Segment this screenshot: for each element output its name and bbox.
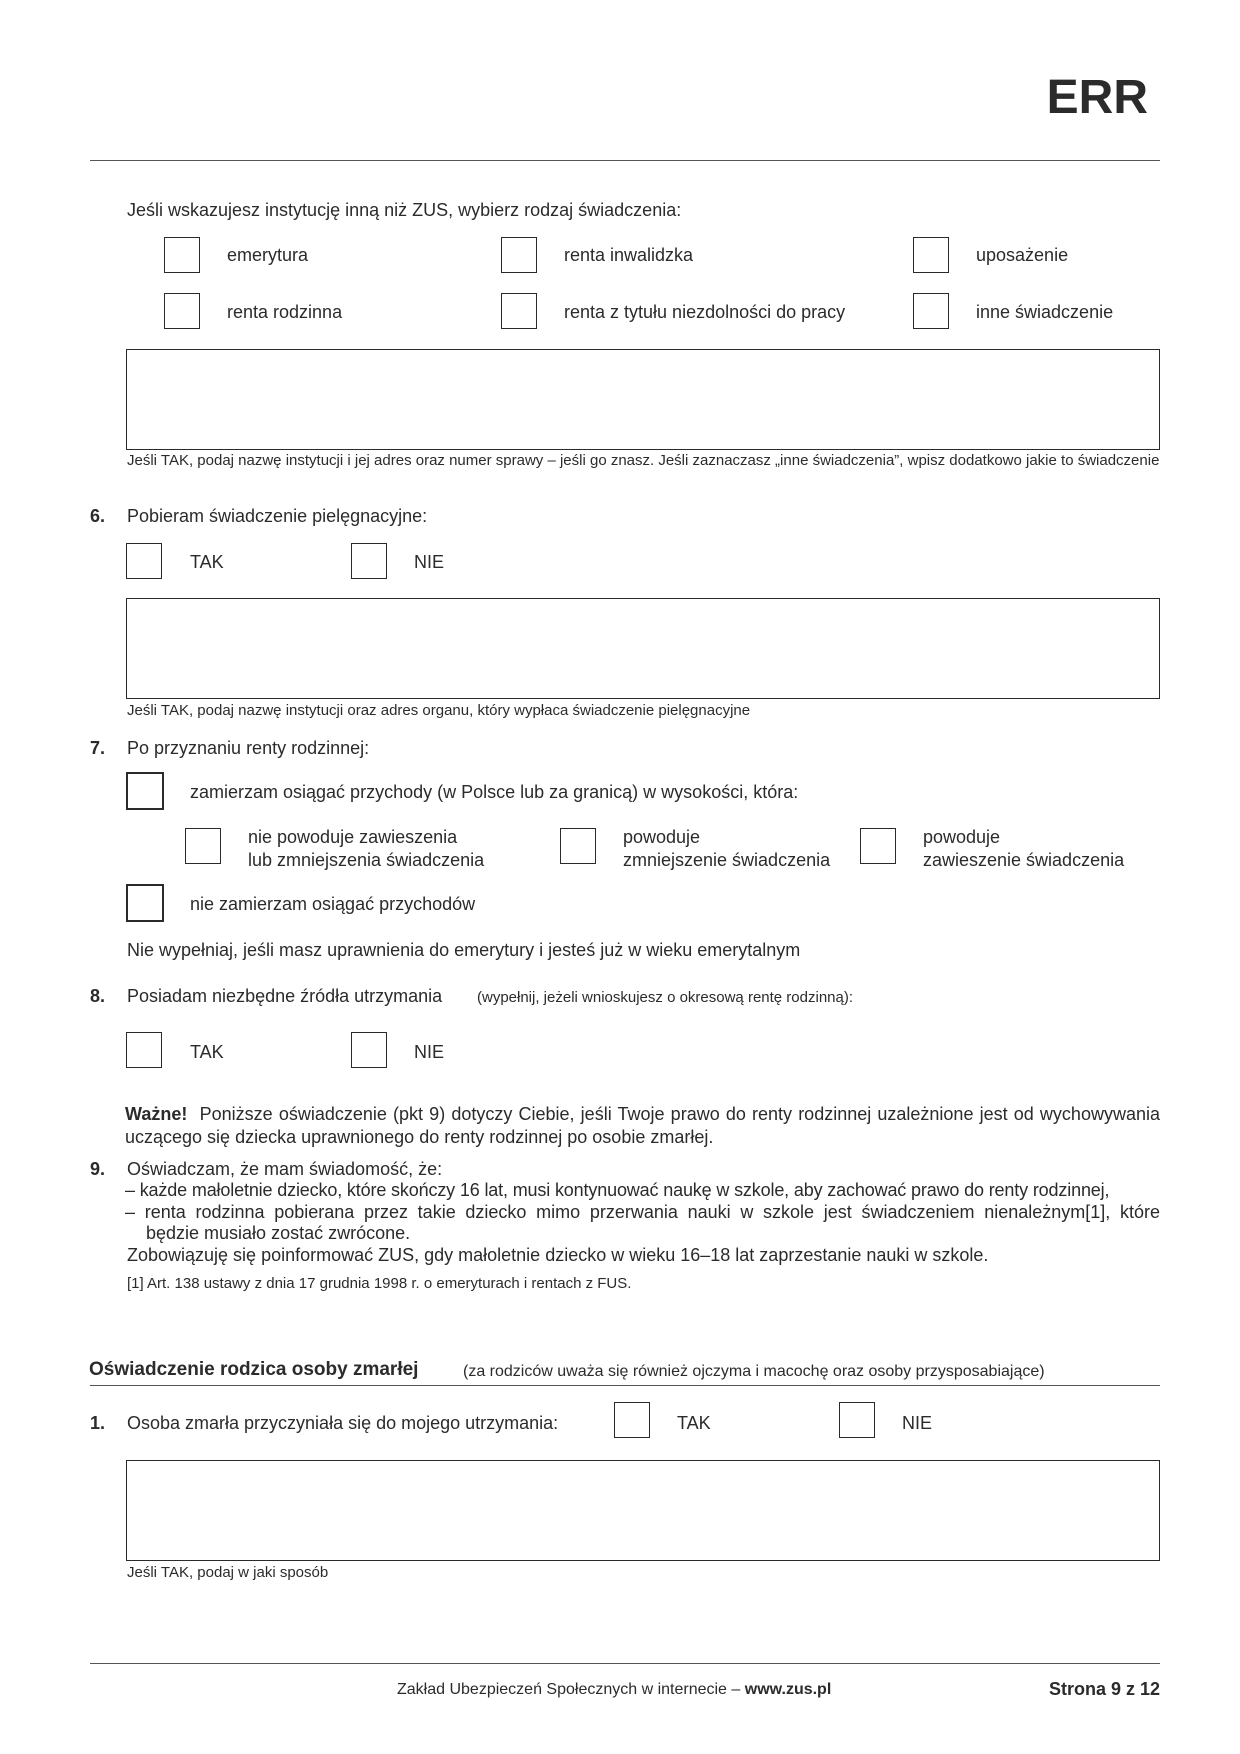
q6-no-checkbox[interactable] <box>351 543 387 579</box>
q8-note: (wypełnij, jeżeli wnioskujesz o okresową rentę rodzinną): <box>477 989 854 1006</box>
q9-commitment: Zobowiązuję się poinformować ZUS, gdy małoletnie dziecko w wieku 16–18 lat zaprzestanie nauki w szkole. <box>127 1245 989 1265</box>
parent-q1-yes-checkbox[interactable] <box>614 1402 650 1438</box>
checkbox-renta-inwalidzka[interactable] <box>501 237 537 273</box>
form-code: ERR <box>1046 71 1148 124</box>
parent-q1-details-field[interactable] <box>126 1460 1160 1561</box>
important-text: Poniższe oświadczenie (pkt 9) dotyczy Ciebie, jeśli Twoje prawo do renty rodzinnej uzależnione jest od wychowywania uczącego się dziecka uprawnionego do renty rodzinnej po osobie zmarłej. <box>125 1104 1160 1147</box>
parent-q1-number: 1. <box>90 1413 106 1433</box>
q8-no-checkbox[interactable] <box>351 1032 387 1068</box>
institution-details-hint: Jeśli TAK, podaj nazwę instytucji i jej adres oraz numer sprawy – jeśli go znasz. Jeśli zaznaczasz „inne świadczenia”, wpisz dodatkowo jakie to świadczenie <box>127 452 1160 469</box>
checkbox-emerytura[interactable] <box>164 237 200 273</box>
parent-q1-no-checkbox[interactable] <box>839 1402 875 1438</box>
important-label: Ważne! <box>125 1104 188 1124</box>
q6-yes-checkbox[interactable] <box>126 543 162 579</box>
parent-q1-yes-label: TAK <box>677 1413 711 1433</box>
q7-label: Po przyznaniu renty rodzinnej: <box>127 738 370 758</box>
q8-number: 8. <box>90 986 106 1006</box>
label-renta-niezdolnosc: renta z tytułu niezdolności do pracy <box>564 302 846 322</box>
q9-bullet2-cont: będzie musiało zostać zwrócone. <box>146 1223 411 1243</box>
q8-yes-checkbox[interactable] <box>126 1032 162 1068</box>
institution-details-field[interactable] <box>126 349 1160 450</box>
q7-reduction-line1: powoduje <box>623 827 701 847</box>
footer-text <box>397 1680 831 1700</box>
label-uposazenie: uposażenie <box>976 245 1069 265</box>
parent-q1-details-hint: Jeśli TAK, podaj w jaki sposób <box>127 1564 329 1581</box>
parent-section-divider <box>90 1385 1160 1386</box>
q6-label: Pobieram świadczenie pielęgnacyjne: <box>127 506 428 526</box>
q7-note: Nie wypełniaj, jeśli masz uprawnienia do emerytury i jesteś już w wieku emerytalnym <box>127 940 801 960</box>
checkbox-renta-niezdolnosc[interactable] <box>501 293 537 329</box>
q7-reduction-checkbox[interactable] <box>560 828 596 864</box>
q7-no-reduction-checkbox[interactable] <box>185 828 221 864</box>
label-emerytura: emerytura <box>227 245 309 265</box>
checkbox-renta-rodzinna[interactable] <box>164 293 200 329</box>
parent-section-title: Oświadczenie rodzica osoby zmarłej <box>89 1359 419 1380</box>
q7-no-reduction-line1: nie powoduje zawieszenia <box>248 827 458 847</box>
q7-intend-label: zamierzam osiągać przychody (w Polsce lub za granicą) w wysokości, która: <box>190 782 799 802</box>
header-divider <box>90 160 1160 161</box>
q6-number: 6. <box>90 506 106 526</box>
q6-yes-label: TAK <box>190 552 224 572</box>
q8-label: Posiadam niezbędne źródła utrzymania <box>127 986 443 1006</box>
q9-number: 9. <box>90 1159 106 1179</box>
important-note <box>125 1103 1160 1149</box>
q7-suspension-line1: powoduje <box>923 827 1001 847</box>
q7-not-intend-label: nie zamierzam osiągać przychodów <box>190 894 476 914</box>
q7-number: 7. <box>90 738 106 758</box>
page-number: Strona 9 z 12 <box>1048 1679 1160 1699</box>
footer-label: Zakład Ubezpieczeń Społecznych w internecie – <box>397 1681 745 1698</box>
q8-yes-label: TAK <box>190 1042 224 1062</box>
q7-intend-checkbox[interactable] <box>126 772 164 810</box>
q6-details-field[interactable] <box>126 598 1160 699</box>
q9-footnote: [1] Art. 138 ustawy z dnia 17 grudnia 1998 r. o emeryturach i rentach z FUS. <box>127 1275 632 1292</box>
parent-q1-no-label: NIE <box>902 1413 933 1433</box>
benefit-type-prompt: Jeśli wskazujesz instytucję inną niż ZUS, wybierz rodzaj świadczenia: <box>127 200 682 220</box>
parent-q1-label: Osoba zmarła przyczyniała się do mojego utrzymania: <box>127 1413 559 1433</box>
q7-not-intend-checkbox[interactable] <box>126 884 164 922</box>
label-renta-rodzinna: renta rodzinna <box>227 302 343 322</box>
checkbox-inne-swiadczenie[interactable] <box>913 293 949 329</box>
label-renta-inwalidzka: renta inwalidzka <box>564 245 694 265</box>
q7-suspension-line2: zawieszenie świadczenia <box>923 850 1125 870</box>
label-inne-swiadczenie: inne świadczenie <box>976 302 1114 322</box>
q8-no-label: NIE <box>414 1042 445 1062</box>
q9-bullet2: – renta rodzinna pobierana przez takie dziecko mimo przerwania nauki w szkole jest świadczeniem nienależnym[1], które <box>125 1202 1160 1222</box>
q6-details-hint: Jeśli TAK, podaj nazwę instytucji oraz adres organu, który wypłaca świadczenie pielęgnacyjne <box>127 702 751 719</box>
q7-suspension-checkbox[interactable] <box>860 828 896 864</box>
q9-intro: Oświadczam, że mam świadomość, że: <box>127 1159 443 1179</box>
q7-reduction-line2: zmniejszenie świadczenia <box>623 850 831 870</box>
footer-link[interactable]: www.zus.pl <box>744 1681 832 1698</box>
checkbox-uposazenie[interactable] <box>913 237 949 273</box>
q7-no-reduction-line2: lub zmniejszenia świadczenia <box>248 850 485 870</box>
footer-divider <box>90 1663 1160 1664</box>
q6-no-label: NIE <box>414 552 445 572</box>
parent-section-subtitle: (za rodziców uważa się również ojczyma i macochę oraz osoby przysposabiające) <box>463 1363 1045 1380</box>
q9-bullet1: – każde małoletnie dziecko, które skończy 16 lat, musi kontynuować naukę w szkole, aby zachować prawo do renty rodzinnej, <box>125 1180 1110 1200</box>
